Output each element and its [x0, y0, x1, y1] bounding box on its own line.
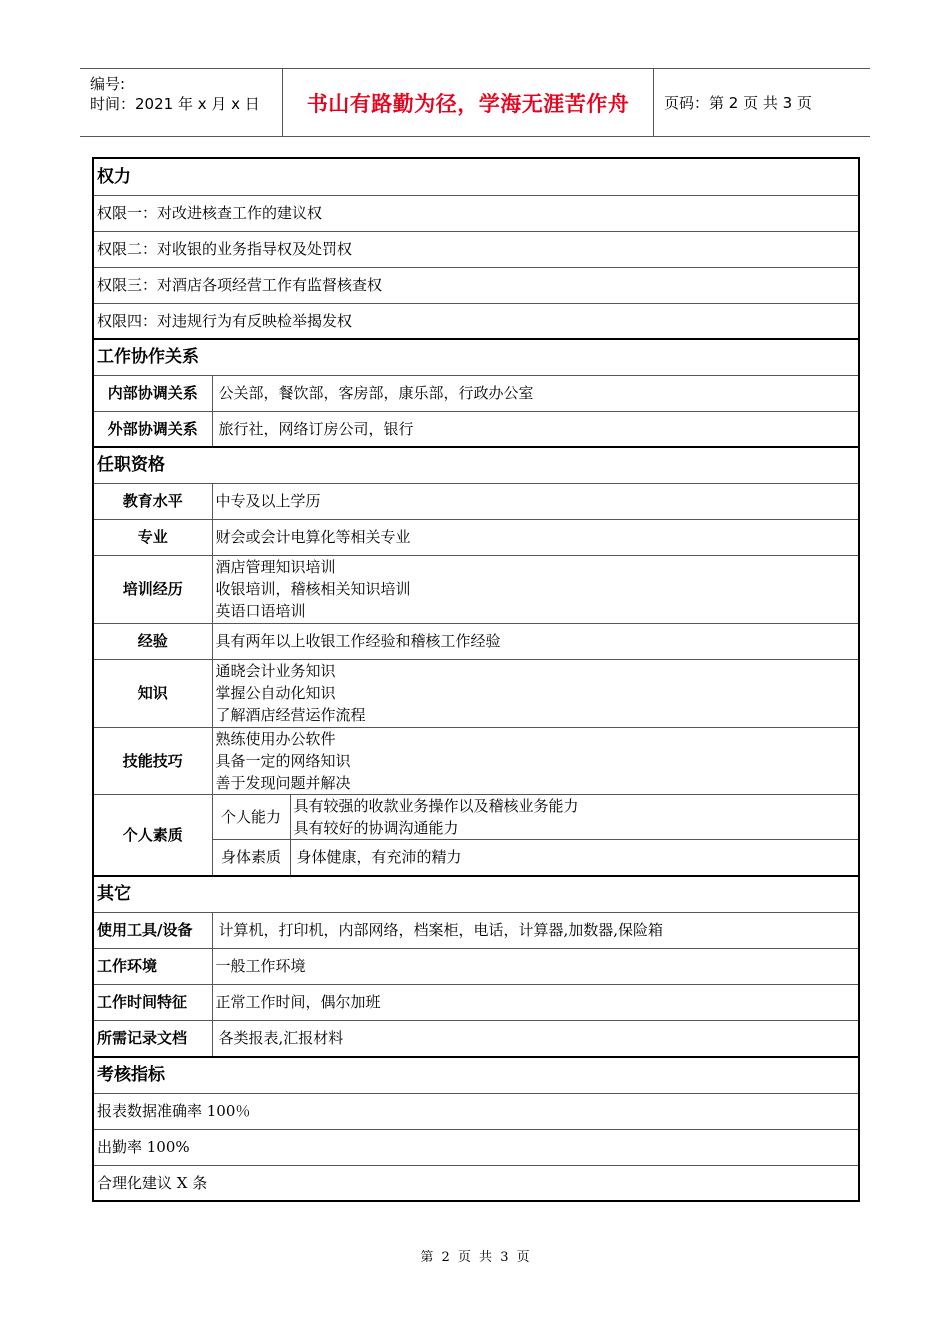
table-row — [93, 1129, 859, 1165]
field-value: 一般工作环境 — [212, 948, 859, 984]
field-label: 内部协调关系 — [93, 375, 212, 411]
assessment-item: 合理化建议 X 条 — [93, 1165, 859, 1201]
field-label: 所需记录文档 — [93, 1020, 212, 1057]
date-label: 时间：2021 年 x 月 x 日 — [90, 95, 260, 113]
field-label: 工作时间特征 — [93, 984, 212, 1020]
page-footer: 第 2 页 共 3 页 — [420, 1250, 530, 1265]
table-row — [93, 483, 859, 519]
section-authority — [93, 158, 859, 195]
section-assessment — [93, 1057, 859, 1093]
field-value: 中专及以上学历 — [212, 483, 859, 519]
table-row — [93, 411, 859, 447]
field-value: 公关部，餐饮部，客房部，康乐部，行政办公室 — [212, 375, 859, 411]
assessment-item: 出勤率 100% — [93, 1129, 859, 1165]
authority-item: 权限二：对收银的业务指导权及处罚权 — [93, 231, 859, 267]
field-label: 技能技巧 — [93, 727, 212, 794]
table-row — [93, 659, 859, 727]
table-row — [93, 948, 859, 984]
list-item: 英语口语培训 — [215, 602, 306, 620]
table-row — [93, 555, 859, 623]
field-value — [212, 727, 859, 794]
list-item: 掌握公自动化知识 — [215, 684, 336, 702]
table-row — [93, 267, 859, 303]
section-cooperation — [93, 339, 859, 375]
table-row — [93, 727, 859, 794]
field-label: 专业 — [93, 519, 212, 555]
authority-item: 权限三：对酒店各项经营工作有监督核查权 — [93, 267, 859, 303]
section-title: 任职资格 — [93, 447, 859, 483]
form-table — [92, 157, 860, 1202]
list-item: 熟练使用办公软件 — [215, 729, 336, 748]
table-row — [93, 375, 859, 411]
table-row — [93, 195, 859, 231]
table-row — [93, 519, 859, 555]
list-item: 具有较强的收款业务操作以及稽核业务能力 — [293, 796, 579, 815]
table-row — [93, 1093, 859, 1129]
field-label: 个人素质 — [93, 794, 212, 876]
section-title: 考核指标 — [93, 1057, 859, 1093]
sub-label: 个人能力 — [212, 794, 290, 839]
field-value: 旅行社，网络订房公司，银行 — [212, 411, 859, 447]
list-item: 善于发现问题并解决 — [215, 773, 351, 792]
section-title: 其它 — [93, 876, 859, 912]
field-value: 正常工作时间，偶尔加班 — [212, 984, 859, 1020]
assessment-item: 报表数据准确率 100％ — [93, 1093, 859, 1129]
list-item: 酒店管理知识培训 — [215, 558, 336, 576]
field-value — [290, 794, 859, 839]
header-meta-cell — [80, 69, 283, 136]
field-value — [212, 659, 859, 727]
authority-item: 权限四：对违规行为有反映检举揭发权 — [93, 303, 859, 339]
field-label: 使用工具/设备 — [93, 912, 212, 948]
list-item: 了解酒店经营运作流程 — [215, 706, 366, 724]
list-item: 收银培训，稽核相关知识培训 — [215, 580, 411, 598]
number-label: 编号: — [90, 75, 126, 93]
table-row — [93, 984, 859, 1020]
field-label: 经验 — [93, 623, 212, 659]
table-row — [93, 912, 859, 948]
field-label: 培训经历 — [93, 555, 212, 623]
section-qualification — [93, 447, 859, 483]
section-other — [93, 876, 859, 912]
table-row — [93, 1020, 859, 1057]
page-header — [80, 68, 870, 137]
field-value: 财会或会计电算化等相关专业 — [212, 519, 859, 555]
header-motto-cell — [283, 69, 654, 136]
field-label: 知识 — [93, 659, 212, 727]
table-row — [93, 1165, 859, 1201]
sub-label: 身体素质 — [212, 839, 290, 876]
motto-text: 书山有路勤为径，学海无涯苦作舟 — [306, 91, 630, 116]
field-label: 教育水平 — [93, 483, 212, 519]
section-title: 权力 — [93, 158, 859, 195]
list-item: 具有较好的协调沟通能力 — [293, 818, 459, 837]
section-title: 工作协作关系 — [93, 339, 859, 375]
list-item: 通晓会计业务知识 — [215, 662, 336, 680]
field-label: 工作环境 — [93, 948, 212, 984]
field-label: 外部协调关系 — [93, 411, 212, 447]
table-row — [93, 623, 859, 659]
job-description-form — [92, 157, 858, 1204]
table-row — [93, 303, 859, 339]
field-value: 身体健康，有充沛的精力 — [290, 839, 859, 876]
field-value: 计算机，打印机，内部网络，档案柜，电话，计算器,加数器,保险箱 — [212, 912, 859, 948]
field-value: 具有两年以上收银工作经验和稽核工作经验 — [212, 623, 859, 659]
field-value — [212, 555, 859, 623]
header-page-info: 页码：第 2 页 共 3 页 — [664, 94, 812, 112]
authority-item: 权限一：对改进核查工作的建议权 — [93, 195, 859, 231]
table-row — [93, 794, 859, 839]
table-row — [93, 231, 859, 267]
list-item: 具备一定的网络知识 — [215, 751, 351, 770]
field-value: 各类报表,汇报材料 — [212, 1020, 859, 1057]
